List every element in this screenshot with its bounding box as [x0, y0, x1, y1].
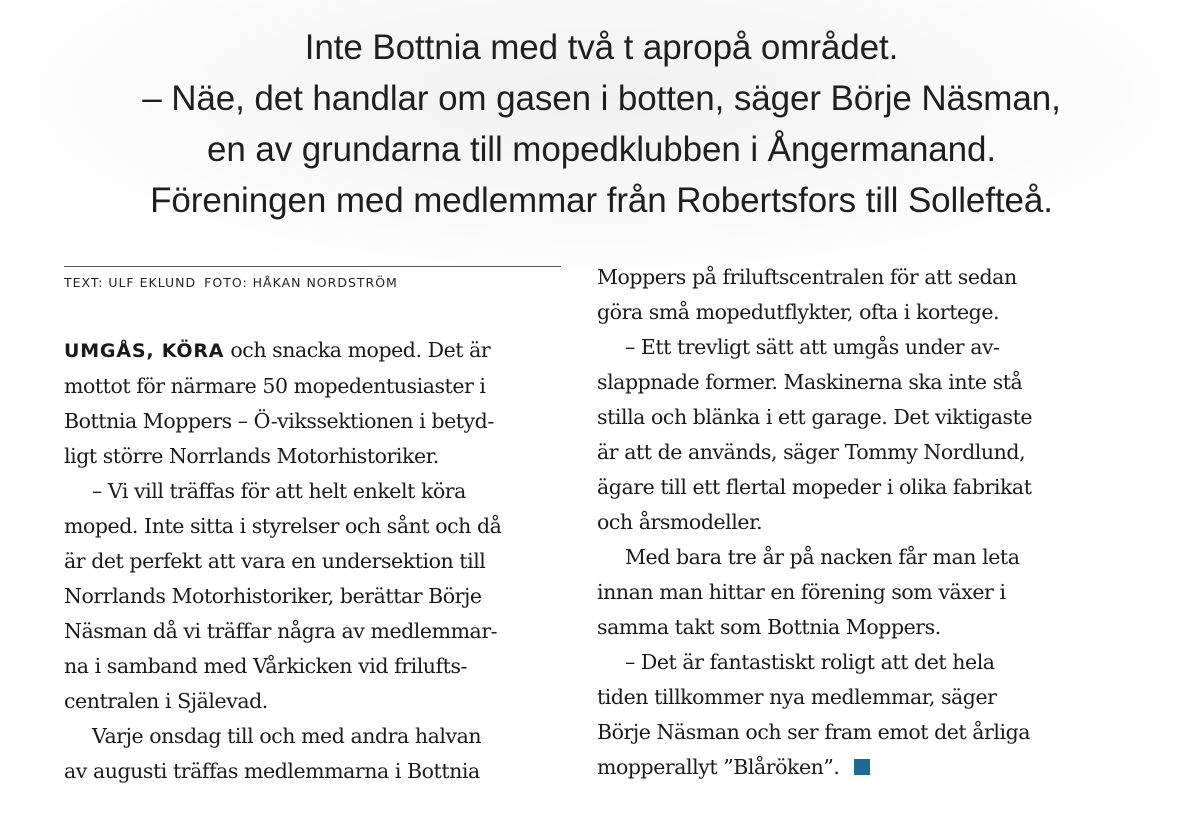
byline: [64, 275, 398, 290]
article-line: av augusti träffas medlemmarna i Bottnia: [64, 759, 480, 783]
article-line: na i samband med Vårkicken vid frilufts-: [64, 654, 468, 678]
article-line: Börje Näsman och ser fram emot det årliga: [597, 720, 1031, 744]
article-column-left: [64, 333, 569, 789]
article-line: [64, 333, 569, 369]
credits-divider: [64, 266, 561, 267]
article-line: Med bara tre år på nacken får man leta: [625, 545, 1020, 569]
article-line: centralen i Själevad.: [64, 689, 268, 713]
article-line: Varje onsdag till och med andra halvan: [92, 724, 482, 748]
article-last-line: [597, 750, 1097, 785]
end-square-icon: [854, 759, 870, 775]
article-line: tiden tillkommer nya medlemmar, säger: [597, 685, 997, 709]
article-line: Norrlands Motorhistoriker, berättar Börje: [64, 584, 482, 608]
article-line: slappnade former. Maskinerna ska inte stå: [597, 370, 1023, 394]
intro-text: [0, 22, 1203, 226]
article-line: – Vi vill träffas för att helt enkelt köra: [92, 479, 466, 503]
intro-line: – Näe, det handlar om gasen i botten, säger Börje Näsman,: [142, 79, 1061, 118]
article-line: Bottnia Moppers – Ö-vikssektionen i betyd-: [64, 409, 494, 433]
article-line: – Ett trevligt sätt att umgås under av-: [625, 335, 1000, 359]
article-line: Näsman då vi träffar några av medlemmar-: [64, 619, 498, 643]
article-line: innan man hittar en förening som växer i: [597, 580, 1006, 604]
article-line: ägare till ett flertal mopeder i olika fabrikat: [597, 475, 1032, 499]
intro-line: Inte Bottnia med två t apropå området.: [304, 28, 899, 67]
article-line: mottot för närmare 50 mopedentusiaster i: [64, 374, 486, 398]
article-line: samma takt som Bottnia Moppers.: [597, 615, 941, 639]
article-line: moped. Inte sitta i styrelser och sånt och då: [64, 514, 502, 538]
article-line: är att de används, säger Tommy Nordlund,: [597, 440, 1026, 464]
article-line-text: och snacka moped. Det är: [230, 338, 491, 362]
lead-in: UMGÅS, KÖRA: [64, 340, 225, 362]
intro-line: Föreningen med medlemmar från Robertsfors till Sollefteå.: [150, 181, 1053, 220]
article-line: är det perfekt att vara en undersektion till: [64, 549, 486, 573]
photo-credit: FOTO: HÅKAN NORDSTRÖM: [204, 275, 398, 290]
intro-line: en av grundarna till mopedklubben i Ångermanand.: [206, 130, 997, 169]
article-line-text: mopperallyt ”Blåröken”.: [597, 755, 840, 779]
article-line: göra små mopedutflykter, ofta i kortege.: [597, 300, 1000, 324]
article-line: och årsmodeller.: [597, 510, 763, 534]
article-line: – Det är fantastiskt roligt att det hela: [625, 650, 995, 674]
article-line: ligt större Norrlands Motorhistoriker.: [64, 444, 439, 468]
article-line: stilla och blänka i ett garage. Det viktigaste: [597, 405, 1033, 429]
article-line: Moppers på friluftscentralen för att sedan: [597, 265, 1017, 289]
article-column-right: [597, 260, 1097, 785]
text-credit: TEXT: ULF EKLUND: [64, 275, 197, 290]
